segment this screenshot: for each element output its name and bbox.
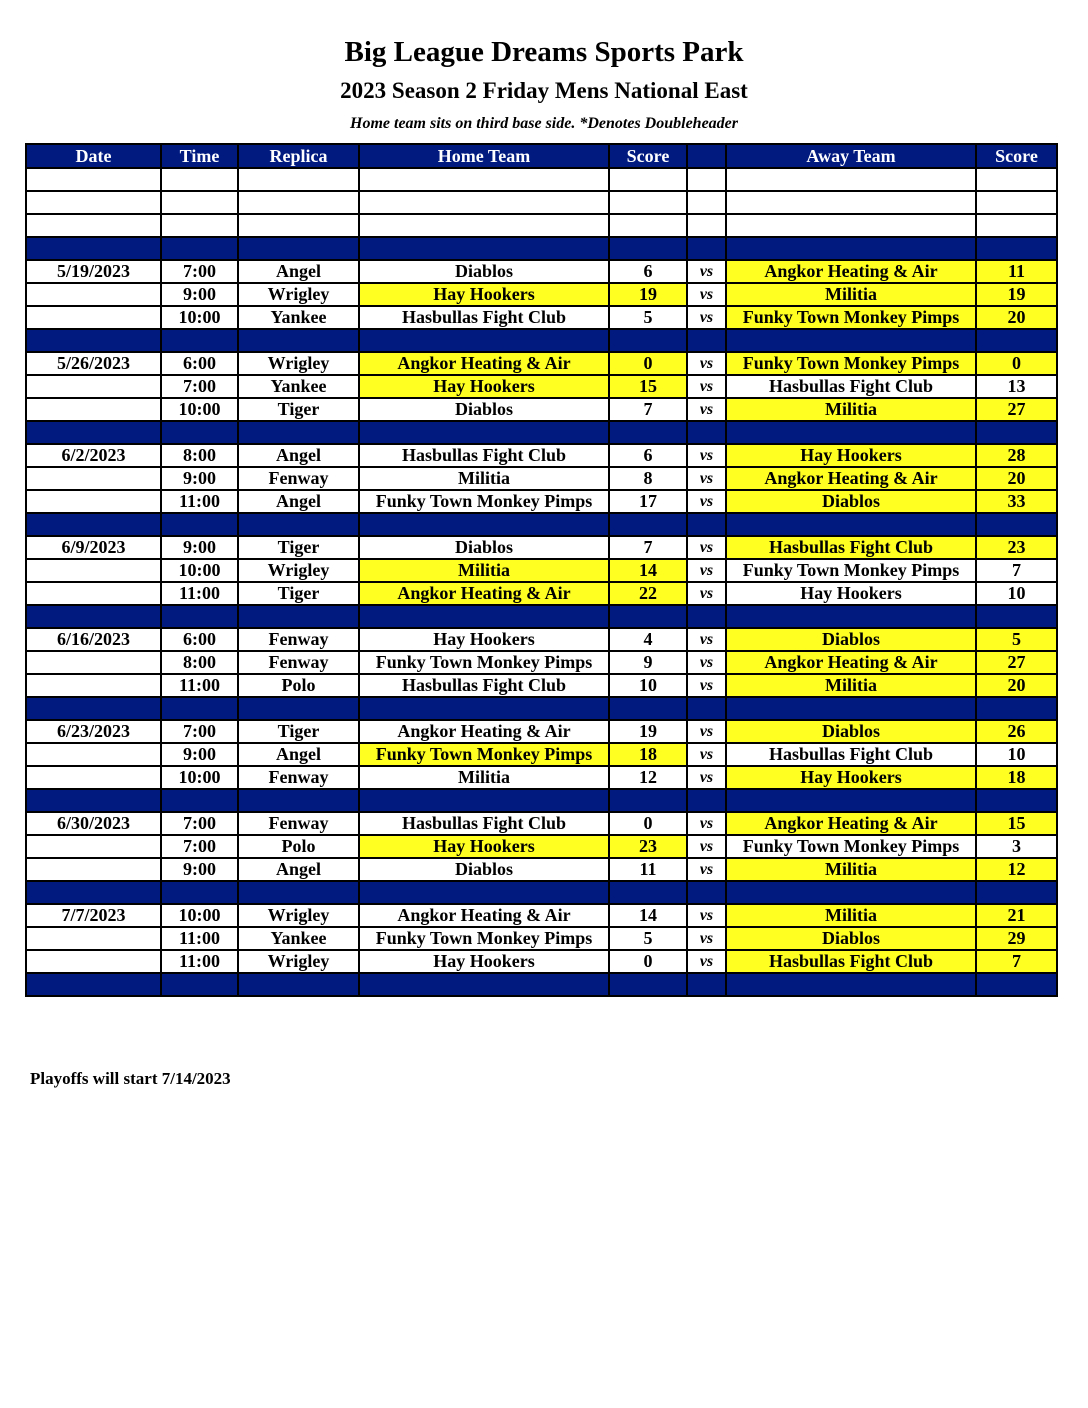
game-time: 11:00 bbox=[161, 950, 238, 973]
vs-label: vs bbox=[687, 467, 726, 490]
week-separator bbox=[26, 513, 1057, 536]
home-score: 5 bbox=[609, 306, 687, 329]
home-score: 6 bbox=[609, 444, 687, 467]
game-row bbox=[26, 582, 1057, 605]
blank-row bbox=[26, 214, 1057, 237]
game-time: 8:00 bbox=[161, 651, 238, 674]
home-team: Angkor Heating & Air bbox=[359, 904, 609, 927]
week-separator bbox=[26, 237, 1057, 260]
home-score: 4 bbox=[609, 628, 687, 651]
away-team: Angkor Heating & Air bbox=[726, 812, 976, 835]
game-field: Yankee bbox=[238, 375, 359, 398]
col-header-vs bbox=[687, 144, 726, 168]
game-date bbox=[26, 398, 161, 421]
game-row bbox=[26, 812, 1057, 835]
home-score: 11 bbox=[609, 858, 687, 881]
vs-label: vs bbox=[687, 835, 726, 858]
game-time: 7:00 bbox=[161, 835, 238, 858]
home-score: 15 bbox=[609, 375, 687, 398]
away-score: 33 bbox=[976, 490, 1057, 513]
away-score: 27 bbox=[976, 398, 1057, 421]
vs-label: vs bbox=[687, 743, 726, 766]
playoffs-note: Playoffs will start 7/14/2023 bbox=[30, 1069, 231, 1088]
game-time: 7:00 bbox=[161, 812, 238, 835]
game-row bbox=[26, 950, 1057, 973]
game-field: Yankee bbox=[238, 306, 359, 329]
game-field: Wrigley bbox=[238, 283, 359, 306]
game-time: 9:00 bbox=[161, 536, 238, 559]
home-team: Hay Hookers bbox=[359, 835, 609, 858]
game-time: 10:00 bbox=[161, 306, 238, 329]
game-time: 9:00 bbox=[161, 467, 238, 490]
game-row bbox=[26, 306, 1057, 329]
home-team: Funky Town Monkey Pimps bbox=[359, 490, 609, 513]
vs-label: vs bbox=[687, 628, 726, 651]
home-score: 17 bbox=[609, 490, 687, 513]
game-row bbox=[26, 835, 1057, 858]
game-date: 6/23/2023 bbox=[26, 720, 161, 743]
away-team: Hasbullas Fight Club bbox=[726, 375, 976, 398]
game-date bbox=[26, 950, 161, 973]
game-field: Polo bbox=[238, 835, 359, 858]
game-field: Angel bbox=[238, 444, 359, 467]
away-team: Militia bbox=[726, 858, 976, 881]
away-score: 20 bbox=[976, 306, 1057, 329]
game-date bbox=[26, 582, 161, 605]
game-field: Angel bbox=[238, 743, 359, 766]
away-score: 5 bbox=[976, 628, 1057, 651]
game-row bbox=[26, 352, 1057, 375]
vs-label: vs bbox=[687, 444, 726, 467]
game-field: Wrigley bbox=[238, 352, 359, 375]
home-team: Funky Town Monkey Pimps bbox=[359, 743, 609, 766]
col-header-home-team: Home Team bbox=[359, 144, 609, 168]
game-field: Wrigley bbox=[238, 950, 359, 973]
game-date bbox=[26, 490, 161, 513]
away-team: Hay Hookers bbox=[726, 444, 976, 467]
game-date bbox=[26, 674, 161, 697]
away-score: 11 bbox=[976, 260, 1057, 283]
away-team: Diablos bbox=[726, 490, 976, 513]
away-team: Militia bbox=[726, 674, 976, 697]
week-separator bbox=[26, 881, 1057, 904]
vs-label: vs bbox=[687, 927, 726, 950]
game-date bbox=[26, 283, 161, 306]
away-team: Angkor Heating & Air bbox=[726, 651, 976, 674]
away-score: 20 bbox=[976, 467, 1057, 490]
game-date bbox=[26, 306, 161, 329]
away-score: 3 bbox=[976, 835, 1057, 858]
home-score: 8 bbox=[609, 467, 687, 490]
home-team: Funky Town Monkey Pimps bbox=[359, 651, 609, 674]
home-team: Hay Hookers bbox=[359, 950, 609, 973]
game-field: Polo bbox=[238, 674, 359, 697]
home-score: 0 bbox=[609, 812, 687, 835]
home-team: Hay Hookers bbox=[359, 628, 609, 651]
blank-row bbox=[26, 168, 1057, 191]
away-team: Funky Town Monkey Pimps bbox=[726, 835, 976, 858]
away-team: Angkor Heating & Air bbox=[726, 260, 976, 283]
game-date bbox=[26, 927, 161, 950]
away-team: Hay Hookers bbox=[726, 582, 976, 605]
home-score: 9 bbox=[609, 651, 687, 674]
game-time: 11:00 bbox=[161, 674, 238, 697]
game-field: Wrigley bbox=[238, 559, 359, 582]
home-score: 5 bbox=[609, 927, 687, 950]
home-team: Militia bbox=[359, 766, 609, 789]
game-time: 7:00 bbox=[161, 260, 238, 283]
home-score: 0 bbox=[609, 352, 687, 375]
game-date: 6/2/2023 bbox=[26, 444, 161, 467]
home-score: 19 bbox=[609, 720, 687, 743]
away-team: Hay Hookers bbox=[726, 766, 976, 789]
game-row bbox=[26, 858, 1057, 881]
game-row bbox=[26, 398, 1057, 421]
game-row bbox=[26, 674, 1057, 697]
home-team: Hay Hookers bbox=[359, 283, 609, 306]
away-team: Angkor Heating & Air bbox=[726, 467, 976, 490]
away-score: 0 bbox=[976, 352, 1057, 375]
home-score: 6 bbox=[609, 260, 687, 283]
away-score: 10 bbox=[976, 582, 1057, 605]
game-row bbox=[26, 283, 1057, 306]
game-row bbox=[26, 743, 1057, 766]
away-team: Hasbullas Fight Club bbox=[726, 743, 976, 766]
schedule-note: Home team sits on third base side. *Denotes Doubleheader bbox=[350, 115, 738, 132]
game-time: 10:00 bbox=[161, 559, 238, 582]
home-score: 7 bbox=[609, 536, 687, 559]
vs-label: vs bbox=[687, 812, 726, 835]
home-team: Diablos bbox=[359, 398, 609, 421]
game-date bbox=[26, 651, 161, 674]
game-time: 7:00 bbox=[161, 375, 238, 398]
week-separator bbox=[26, 329, 1057, 352]
home-score: 12 bbox=[609, 766, 687, 789]
away-team: Funky Town Monkey Pimps bbox=[726, 559, 976, 582]
away-team: Funky Town Monkey Pimps bbox=[726, 352, 976, 375]
week-separator bbox=[26, 973, 1057, 996]
home-score: 0 bbox=[609, 950, 687, 973]
game-field: Fenway bbox=[238, 812, 359, 835]
game-date bbox=[26, 743, 161, 766]
vs-label: vs bbox=[687, 651, 726, 674]
vs-label: vs bbox=[687, 398, 726, 421]
away-score: 10 bbox=[976, 743, 1057, 766]
away-team: Hasbullas Fight Club bbox=[726, 536, 976, 559]
home-score: 19 bbox=[609, 283, 687, 306]
game-date: 6/16/2023 bbox=[26, 628, 161, 651]
game-time: 10:00 bbox=[161, 904, 238, 927]
away-score: 19 bbox=[976, 283, 1057, 306]
game-time: 8:00 bbox=[161, 444, 238, 467]
game-field: Angel bbox=[238, 490, 359, 513]
game-time: 10:00 bbox=[161, 398, 238, 421]
week-separator bbox=[26, 789, 1057, 812]
home-team: Militia bbox=[359, 559, 609, 582]
away-score: 23 bbox=[976, 536, 1057, 559]
col-header-replica: Replica bbox=[238, 144, 359, 168]
game-row bbox=[26, 490, 1057, 513]
game-field: Wrigley bbox=[238, 904, 359, 927]
home-team: Militia bbox=[359, 467, 609, 490]
vs-label: vs bbox=[687, 260, 726, 283]
away-team: Militia bbox=[726, 283, 976, 306]
game-field: Tiger bbox=[238, 398, 359, 421]
away-score: 20 bbox=[976, 674, 1057, 697]
home-team: Diablos bbox=[359, 536, 609, 559]
home-team: Hasbullas Fight Club bbox=[359, 444, 609, 467]
home-score: 10 bbox=[609, 674, 687, 697]
schedule-table bbox=[25, 143, 1058, 997]
away-score: 12 bbox=[976, 858, 1057, 881]
col-header-time: Time bbox=[161, 144, 238, 168]
game-time: 6:00 bbox=[161, 628, 238, 651]
game-row bbox=[26, 375, 1057, 398]
game-field: Fenway bbox=[238, 467, 359, 490]
game-date bbox=[26, 559, 161, 582]
page-subtitle: 2023 Season 2 Friday Mens National East bbox=[340, 78, 748, 103]
vs-label: vs bbox=[687, 858, 726, 881]
away-score: 29 bbox=[976, 927, 1057, 950]
vs-label: vs bbox=[687, 582, 726, 605]
home-team: Diablos bbox=[359, 260, 609, 283]
game-field: Yankee bbox=[238, 927, 359, 950]
game-time: 9:00 bbox=[161, 743, 238, 766]
game-row bbox=[26, 720, 1057, 743]
week-separator bbox=[26, 421, 1057, 444]
col-header-away-score: Score bbox=[976, 144, 1057, 168]
game-date bbox=[26, 835, 161, 858]
game-time: 6:00 bbox=[161, 352, 238, 375]
game-date: 7/7/2023 bbox=[26, 904, 161, 927]
game-date bbox=[26, 467, 161, 490]
week-separator bbox=[26, 697, 1057, 720]
game-row bbox=[26, 651, 1057, 674]
game-time: 11:00 bbox=[161, 927, 238, 950]
game-date: 5/26/2023 bbox=[26, 352, 161, 375]
away-score: 21 bbox=[976, 904, 1057, 927]
away-score: 26 bbox=[976, 720, 1057, 743]
game-field: Angel bbox=[238, 260, 359, 283]
vs-label: vs bbox=[687, 352, 726, 375]
vs-label: vs bbox=[687, 306, 726, 329]
week-separator bbox=[26, 605, 1057, 628]
away-team: Diablos bbox=[726, 720, 976, 743]
game-row bbox=[26, 536, 1057, 559]
col-header-away-team: Away Team bbox=[726, 144, 976, 168]
vs-label: vs bbox=[687, 536, 726, 559]
vs-label: vs bbox=[687, 904, 726, 927]
home-score: 22 bbox=[609, 582, 687, 605]
game-row bbox=[26, 904, 1057, 927]
away-team: Hasbullas Fight Club bbox=[726, 950, 976, 973]
away-score: 28 bbox=[976, 444, 1057, 467]
home-team: Diablos bbox=[359, 858, 609, 881]
game-time: 11:00 bbox=[161, 490, 238, 513]
home-score: 7 bbox=[609, 398, 687, 421]
home-team: Hasbullas Fight Club bbox=[359, 812, 609, 835]
game-row bbox=[26, 927, 1057, 950]
away-score: 27 bbox=[976, 651, 1057, 674]
away-score: 13 bbox=[976, 375, 1057, 398]
game-field: Fenway bbox=[238, 766, 359, 789]
away-score: 7 bbox=[976, 950, 1057, 973]
away-team: Diablos bbox=[726, 927, 976, 950]
game-date bbox=[26, 858, 161, 881]
game-field: Angel bbox=[238, 858, 359, 881]
game-time: 10:00 bbox=[161, 766, 238, 789]
game-date bbox=[26, 375, 161, 398]
game-time: 11:00 bbox=[161, 582, 238, 605]
vs-label: vs bbox=[687, 674, 726, 697]
game-date: 5/19/2023 bbox=[26, 260, 161, 283]
game-field: Fenway bbox=[238, 651, 359, 674]
home-score: 14 bbox=[609, 904, 687, 927]
game-field: Fenway bbox=[238, 628, 359, 651]
home-team: Hay Hookers bbox=[359, 375, 609, 398]
game-row bbox=[26, 559, 1057, 582]
game-row bbox=[26, 628, 1057, 651]
game-time: 7:00 bbox=[161, 720, 238, 743]
vs-label: vs bbox=[687, 950, 726, 973]
game-field: Tiger bbox=[238, 536, 359, 559]
game-row bbox=[26, 766, 1057, 789]
vs-label: vs bbox=[687, 490, 726, 513]
game-date: 6/9/2023 bbox=[26, 536, 161, 559]
game-time: 9:00 bbox=[161, 283, 238, 306]
home-team: Angkor Heating & Air bbox=[359, 582, 609, 605]
away-score: 18 bbox=[976, 766, 1057, 789]
col-header-home-score: Score bbox=[609, 144, 687, 168]
col-header-date: Date bbox=[26, 144, 161, 168]
home-team: Hasbullas Fight Club bbox=[359, 306, 609, 329]
game-row bbox=[26, 260, 1057, 283]
vs-label: vs bbox=[687, 283, 726, 306]
blank-row bbox=[26, 191, 1057, 214]
header-row bbox=[26, 144, 1057, 168]
home-team: Funky Town Monkey Pimps bbox=[359, 927, 609, 950]
home-score: 18 bbox=[609, 743, 687, 766]
game-field: Tiger bbox=[238, 720, 359, 743]
game-date: 6/30/2023 bbox=[26, 812, 161, 835]
home-team: Angkor Heating & Air bbox=[359, 720, 609, 743]
away-score: 15 bbox=[976, 812, 1057, 835]
home-score: 23 bbox=[609, 835, 687, 858]
home-team: Hasbullas Fight Club bbox=[359, 674, 609, 697]
vs-label: vs bbox=[687, 559, 726, 582]
game-row bbox=[26, 467, 1057, 490]
page-title: Big League Dreams Sports Park bbox=[344, 36, 744, 68]
schedule-body bbox=[26, 168, 1057, 996]
game-date bbox=[26, 766, 161, 789]
home-score: 14 bbox=[609, 559, 687, 582]
home-team: Angkor Heating & Air bbox=[359, 352, 609, 375]
vs-label: vs bbox=[687, 375, 726, 398]
away-team: Funky Town Monkey Pimps bbox=[726, 306, 976, 329]
vs-label: vs bbox=[687, 720, 726, 743]
vs-label: vs bbox=[687, 766, 726, 789]
away-score: 7 bbox=[976, 559, 1057, 582]
game-field: Tiger bbox=[238, 582, 359, 605]
away-team: Militia bbox=[726, 398, 976, 421]
away-team: Militia bbox=[726, 904, 976, 927]
game-row bbox=[26, 444, 1057, 467]
away-team: Diablos bbox=[726, 628, 976, 651]
game-time: 9:00 bbox=[161, 858, 238, 881]
